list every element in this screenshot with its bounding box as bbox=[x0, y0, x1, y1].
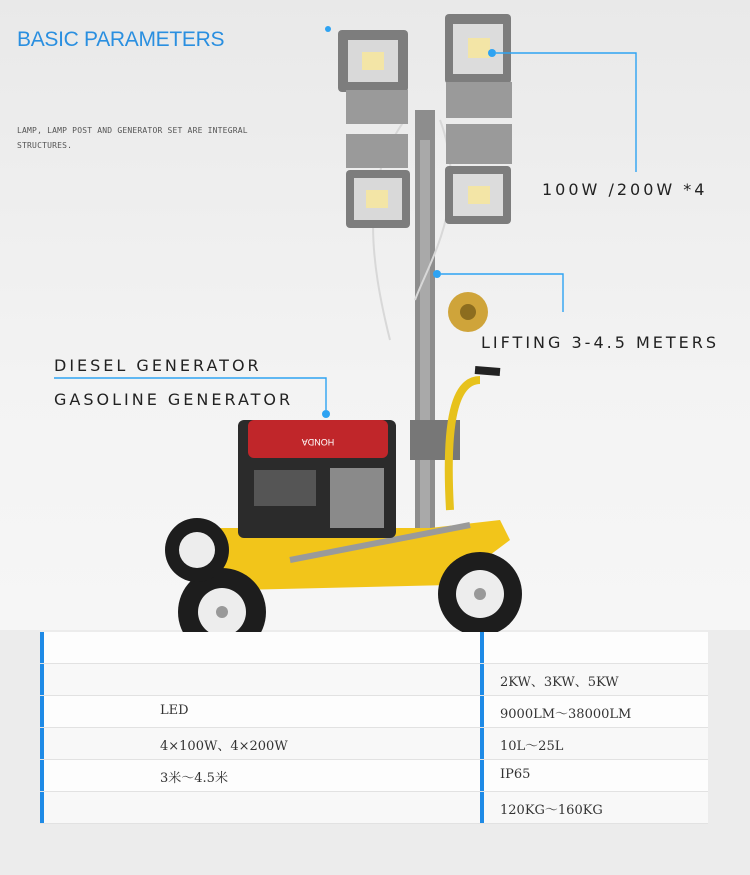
table-cell-right: 9000LM～38000LM bbox=[500, 707, 632, 722]
callout-line-power bbox=[496, 53, 636, 172]
table-cell-right: 2KW、3KW、5KW bbox=[500, 675, 619, 690]
callout-diesel-generator: DIESEL GENERATOR bbox=[54, 356, 262, 375]
table-row bbox=[40, 728, 708, 760]
parameters-table bbox=[40, 632, 708, 824]
table-cell-left: 3米～4.5米 bbox=[160, 771, 228, 786]
lamp-bottom-left bbox=[346, 170, 410, 228]
table-cell-left: 4×100W、4×200W bbox=[160, 739, 288, 754]
lamp-top-right bbox=[445, 14, 511, 84]
table-row bbox=[40, 632, 708, 664]
table-cell-left: LED bbox=[160, 703, 189, 718]
table-cell-right: IP65 bbox=[500, 767, 531, 782]
callout-gasoline-generator: GASOLINE GENERATOR bbox=[54, 390, 294, 409]
callout-lifting: LIFTING 3-4.5 METERS bbox=[481, 333, 720, 352]
wheel-rear-left bbox=[165, 518, 229, 582]
intro-text: LAMP, LAMP POST AND GENERATOR SET ARE INTEGRAL STRUCTURES. bbox=[17, 126, 248, 150]
wheel-front-right bbox=[438, 552, 522, 636]
table-row bbox=[40, 696, 708, 728]
callout-power: 100W /200W *4 bbox=[542, 180, 708, 199]
callout-dot-generator bbox=[322, 410, 330, 418]
table-cell-right: 10L～25L bbox=[500, 739, 564, 754]
lamp-top-left bbox=[338, 30, 408, 92]
generator-brand-text: HONDA bbox=[301, 437, 335, 447]
callout-dot-lifting bbox=[433, 270, 441, 278]
lamp-bottom-right bbox=[445, 166, 511, 224]
table-row bbox=[40, 664, 708, 696]
callout-dot-top bbox=[325, 26, 331, 32]
callout-dot-power bbox=[488, 49, 496, 57]
table-row bbox=[40, 760, 708, 792]
table-row bbox=[40, 792, 708, 824]
table-cell-right: 120KG～160KG bbox=[500, 803, 603, 818]
page-title: BASIC PARAMETERS bbox=[17, 28, 225, 51]
